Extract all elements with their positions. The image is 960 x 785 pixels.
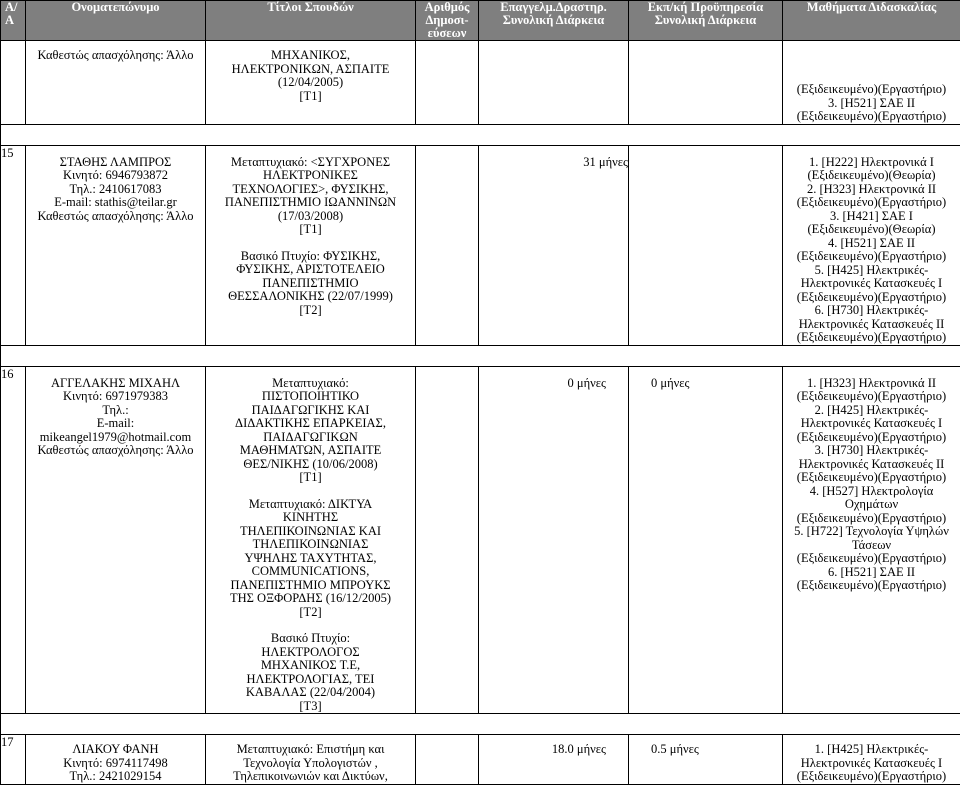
degree-entry: Βασικό Πτυχίο: ΦΥΣΙΚΗΣ, ΦΥΣΙΚΗΣ, ΑΡΙΣΤΟΤΕΛΕΙΟ ΠΑΝΕΠΙΣΤΗΜΙΟ ΘΕΣΣΑΛΟΝΙΚΗΣ (22/07/1999) [T2]: [206, 250, 415, 318]
course-line: 4. [Η521] ΣΑΕ ΙΙ: [783, 237, 960, 251]
spacer-cell: [1, 124, 960, 145]
header-row: [1, 1, 960, 41]
course-line: 3. [Η521] ΣΑΕ ΙΙ: [783, 97, 960, 111]
contact-line: ΛΙΑΚΟΥ ΦΑΝΗ: [26, 743, 205, 757]
header-publications: Αριθμός Δημοσι-εύσεων: [416, 1, 479, 41]
course-line: Ηλεκτρονικές Κατασκευές Ι: [783, 417, 960, 431]
contact-line: Καθεστώς απασχόλησης: Άλλο: [26, 49, 205, 63]
course-line: 4. [Η527] Ηλεκτρολογία: [783, 485, 960, 499]
header-courses: Μαθήματα Διδασκαλίας: [783, 1, 960, 41]
professional-months: [479, 41, 628, 49]
row-number-cell: [1, 41, 26, 125]
courses-cell: [783, 145, 960, 345]
course-line: (Εξιδεικευμένο)(Εργαστήριο): [783, 83, 960, 97]
contact-line: Τηλ.: 2421029154: [26, 770, 205, 784]
course-line: Ηλεκτρονικές Κατασκευές Ι: [783, 277, 960, 291]
professional-cell: [479, 366, 629, 714]
spacer-row: [1, 124, 960, 145]
course-line: 6. [Η521] ΣΑΕ ΙΙ: [783, 566, 960, 580]
professional-months: 31 μήνες: [479, 146, 628, 170]
contact-line: Καθεστώς απασχόλησης: Άλλο: [26, 444, 205, 458]
contact-cell: [26, 41, 206, 125]
contact-line: Κινητό: 6974117498: [26, 757, 205, 771]
degree-entry: ΜΗΧΑΝΙΚΟΣ, ΗΛΕΚΤΡΟΝΙΚΩΝ, ΑΣΠΑΙΤΕ (12/04/2005) [T1]: [206, 49, 415, 103]
course-line: 5. [Η722] Τεχνολογία Υψηλών: [783, 525, 960, 539]
course-line: (Εξιδεικευμένο)(Εργαστήριο): [783, 291, 960, 305]
teaching-cell: [629, 145, 783, 345]
table-row: [1, 735, 960, 785]
row-number: 15: [1, 146, 14, 160]
professional-months: 0 μήνες: [479, 367, 628, 391]
professional-months: 18.0 μήνες: [479, 735, 628, 757]
titles-cell: [206, 735, 416, 785]
degree-entry: Μεταπτυχιακό: ΠΙΣΤΟΠΟΙΗΤΙΚΟ ΠΑΙΔΑΓΩΓΙΚΗΣ ΚΑΙ ΔΙΔΑΚΤΙΚΗΣ ΕΠΑΡΚΕΙΑΣ, ΠΑΙΔΑΓΩΓΙΚΩΝ ΜΑΘΗΜΑΤΩΝ, ΑΣΠΑΙΤΕ ΘΕΣ/ΝΙΚΗΣ (10/06/2008) [T1]: [206, 377, 415, 485]
course-line: (Εξιδεικευμένο)(Εργαστήριο): [783, 770, 960, 784]
course-line: (Εξιδεικευμένο)(Εργαστήριο): [783, 512, 960, 526]
course-line: (Εξιδεικευμένο)(Εργαστήριο): [783, 250, 960, 264]
course-line: (Εξιδεικευμένο)(Εργαστήριο): [783, 579, 960, 593]
course-line: (Εξιδεικευμένο)(Εργαστήριο): [783, 552, 960, 566]
teaching-months: [629, 41, 782, 49]
course-line: (Εξιδεικευμένο)(Θεωρία): [783, 169, 960, 183]
course-line: (Εξιδεικευμένο)(Εργαστήριο): [783, 196, 960, 210]
courses-cell: [783, 366, 960, 714]
row-number-cell: [1, 366, 26, 714]
course-line: 1. [Η425] Ηλεκτρικές-: [783, 743, 960, 757]
row-number-cell: [1, 145, 26, 345]
spacer-cell: [1, 714, 960, 735]
course-line: Ηλεκτρονικές Κατασκευές Ι: [783, 757, 960, 771]
contact-line: E-mail: stathis@teilar.gr: [26, 196, 205, 210]
contact-line: Κινητό: 6946793872: [26, 169, 205, 183]
row-number-cell: [1, 735, 26, 785]
contact-line: ΑΓΓΕΛΑΚΗΣ ΜΙΧΑΗΛ: [26, 377, 205, 391]
contact-line: ΣΤΑΘΗΣ ΛΑΜΠΡΟΣ: [26, 156, 205, 170]
course-line: 3. [Η421] ΣΑΕ Ι: [783, 210, 960, 224]
contact-line: E-mail:: [26, 417, 205, 431]
table-row: [1, 366, 960, 714]
header-aa: Α/Α: [1, 1, 26, 41]
header-professional: Επαγγελμ.Δραστηρ. Συνολική Διάρκεια: [479, 1, 629, 41]
table-row: [1, 145, 960, 345]
professional-cell: [479, 145, 629, 345]
table-row: [1, 41, 960, 125]
course-line: Οχημάτων: [783, 498, 960, 512]
spacer-row: [1, 345, 960, 366]
spacer-cell: [1, 345, 960, 366]
courses-cell: [783, 41, 960, 125]
course-line: (Εξιδεικευμένο)(Εργαστήριο): [783, 390, 960, 404]
header-name: Ονοματεπώνυμο: [26, 1, 206, 41]
contact-line: Κινητό: 6971979383: [26, 390, 205, 404]
course-line: Ηλεκτρονικές Κατασκευές ΙΙ: [783, 318, 960, 332]
contact-line: mikeangel1979@hotmail.com: [26, 431, 205, 445]
header-titles: Τίτλοι Σπουδών: [206, 1, 416, 41]
titles-cell: [206, 366, 416, 714]
teaching-months: 0.5 μήνες: [629, 735, 782, 757]
course-line: 6. [Η730] Ηλεκτρικές-: [783, 304, 960, 318]
publications-cell: [416, 41, 479, 125]
professional-cell: [479, 735, 629, 785]
spacer-row: [1, 714, 960, 735]
titles-cell: [206, 145, 416, 345]
professional-cell: [479, 41, 629, 125]
course-line: (Εξιδεικευμένο)(Θεωρία): [783, 223, 960, 237]
course-line: 5. [Η425] Ηλεκτρικές-: [783, 264, 960, 278]
course-line: (Εξιδεικευμένο)(Εργαστήριο): [783, 471, 960, 485]
course-line: Τάσεων: [783, 539, 960, 553]
table-body: [1, 41, 960, 785]
course-line: (Εξιδεικευμένο)(Εργαστήριο): [783, 331, 960, 345]
row-number: 16: [1, 367, 14, 381]
contact-line: Τηλ.:: [26, 404, 205, 418]
contact-cell: [26, 145, 206, 345]
teaching-cell: [629, 366, 783, 714]
row-number: 17: [1, 735, 14, 749]
publications-cell: [416, 366, 479, 714]
publications-cell: [416, 735, 479, 785]
course-line: 1. [Η222] Ηλεκτρονικά Ι: [783, 156, 960, 170]
header-teaching: Εκπ/κή Προϋπηρεσία Συνολική Διάρκεια: [629, 1, 783, 41]
course-line: 2. [Η323] Ηλεκτρονικά ΙΙ: [783, 183, 960, 197]
contact-line: Τηλ.: 2410617083: [26, 183, 205, 197]
courses-cell: [783, 735, 960, 785]
course-line: (Εξιδεικευμένο)(Εργαστήριο): [783, 431, 960, 445]
degree-entry: Μεταπτυχιακό: <ΣΥΓΧΡΟΝΕΣ ΗΛΕΚΤΡΟΝΙΚΕΣ ΤΕΧΝΟΛΟΓΙΕΣ>, ΦΥΣΙΚΗΣ, ΠΑΝΕΠΙΣΤΗΜΙΟ ΙΩΑΝΝΙΝΩΝ (17/03/2008) [T1]: [206, 156, 415, 237]
teaching-cell: [629, 735, 783, 785]
course-line: 1. [Η323] Ηλεκτρονικά ΙΙ: [783, 377, 960, 391]
teaching-months: [629, 146, 782, 156]
degree-entry: Μεταπτυχιακό: Επιστήμη και Τεχνολογία Υπολογιστών , Τηλεπικοινωνιών και Δικτύων,: [206, 743, 415, 784]
teaching-months: 0 μήνες: [629, 367, 782, 391]
course-line: Ηλεκτρονικές Κατασκευές ΙΙ: [783, 458, 960, 472]
course-line: 3. [Η730] Ηλεκτρικές-: [783, 444, 960, 458]
titles-cell: [206, 41, 416, 125]
degree-entry: Βασικό Πτυχίο: ΗΛΕΚΤΡΟΛΟΓΟΣ ΜΗΧΑΝΙΚΟΣ Τ.Ε, ΗΛΕΚΤΡΟΛΟΓΙΑΣ, ΤΕΙ ΚΑΒΑΛΑΣ (22/04/2004) [T3]: [206, 632, 415, 713]
contact-cell: [26, 735, 206, 785]
teaching-cell: [629, 41, 783, 125]
contact-cell: [26, 366, 206, 714]
course-line: (Εξιδεικευμένο)(Εργαστήριο): [783, 110, 960, 124]
course-line: 2. [Η425] Ηλεκτρικές-: [783, 404, 960, 418]
contact-line: Καθεστώς απασχόλησης: Άλλο: [26, 210, 205, 224]
publications-cell: [416, 145, 479, 345]
degree-entry: Μεταπτυχιακό: ΔΙΚΤΥΑ ΚΙΝΗΤΗΣ ΤΗΛΕΠΙΚΟΙΝΩΝΙΑΣ ΚΑΙ ΤΗΛΕΠΙΚΟΙΝΩΝΙΑΣ ΥΨΗΛΗΣ ΤΑΧΥΤΗΤΑΣ, COMMUNICATIONS, ΠΑΝΕΠΙΣΤΗΜΙΟ ΜΠΡΟΥΚΣ ΤΗΣ ΟΞΦΟΡΔΗΣ (16/12/2005) [T2]: [206, 498, 415, 620]
